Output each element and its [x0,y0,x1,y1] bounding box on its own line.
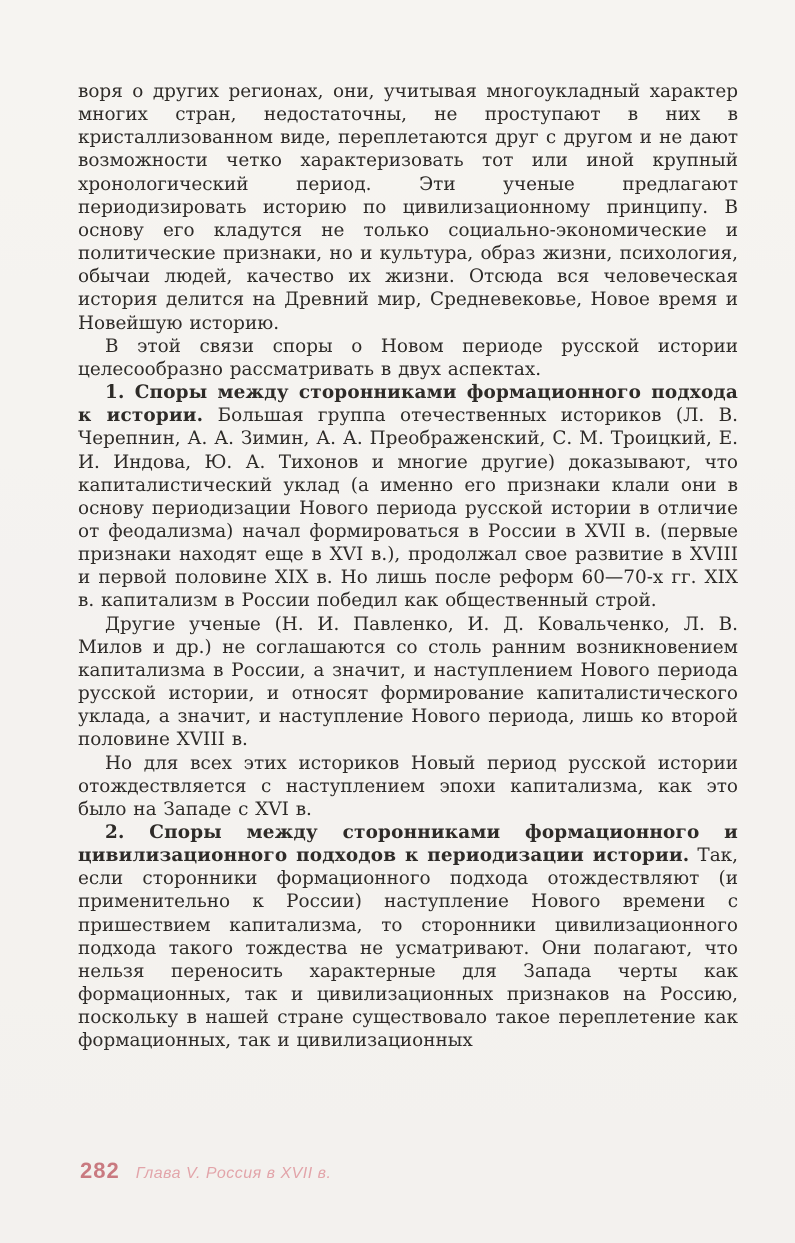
paragraph-bold-lead: 2. Споры между сторонниками формационного и цивилизационного подходов к периодизации истории. [78,822,738,867]
paragraph-numbered-1 [78,381,738,613]
paragraph-bold-lead: 1. Споры между сторонниками формационного подхода к истории. [78,382,738,427]
paragraph-body: Большая группа отечественных историков (Л. В. Черепнин, А. А. Зимин, А. А. Преображенский, С. М. Троицкий, Е. И. Индова, Ю. А. Тихонов и многие другие) доказывают, что капиталистический уклад (а именно его признаки клали они в основу периодизации Нового периода русской истории в отличие от феодализма) начал формироваться в России в XVII в. (первые признаки находят еще в XVI в.), продолжал свое развитие в XVIII и первой половине XIX в. Но лишь после реформ 60—70-х гг. XIX в. капитализм в России победил как общественный строй. [78,405,738,612]
chapter-title: Глава V. Россия в XVII в. [135,1165,332,1182]
paragraph-numbered-2 [78,821,738,1053]
paragraph: В этой связи споры о Новом периоде русской истории целесообразно рассматривать в двух аспектах. [78,335,738,380]
text-block [78,80,738,1053]
paragraph: Но для всех этих историков Новый период русской истории отождествляется с наступлением эпохи капитализма, как это было на Западе с XVI в. [78,752,738,820]
paragraph-continuation: воря о других регионах, они, учитывая многоукладный характер многих стран, недостаточны, не проступают в них в кристаллизованном виде, переплетаются друг с другом и не дают возможности четко характеризовать тот или иной крупный хронологический период. Эти ученые предлагают периодизировать историю по цивилизационному принципу. В основу его кладутся не только социально-экономические и политические признаки, но и культура, образ жизни, психология, обычаи людей, качество их жизни. Отсюда вся человеческая история делится на Древний мир, Средневековье, Новое время и Новейшую историю. [78,81,738,334]
page-number: 282 [80,1158,120,1183]
page-footer [80,1158,331,1184]
paragraph-body: Так, если сторонники формационного подхода отождествляют (и применительно к России) наступление Нового времени с пришествием капитализма, то сторонники цивилизационного подхода такого тождества не усматривают. Они полагают, что нельзя переносить характерные для Запада черты как формационных, так и цивилизационных признаков на Россию, поскольку в нашей стране существовало такое переплетение как формационных, так и цивилизационных [78,845,738,1052]
paragraph: Другие ученые (Н. И. Павленко, И. Д. Ковальченко, Л. В. Милов и др.) не соглашаются со столь ранним возникновением капитализма в России, а значит, и наступлением Нового периода русской истории, и относят формирование капиталистического уклада, а значит, и наступление Нового периода, лишь ко второй половине XVIII в. [78,613,738,751]
